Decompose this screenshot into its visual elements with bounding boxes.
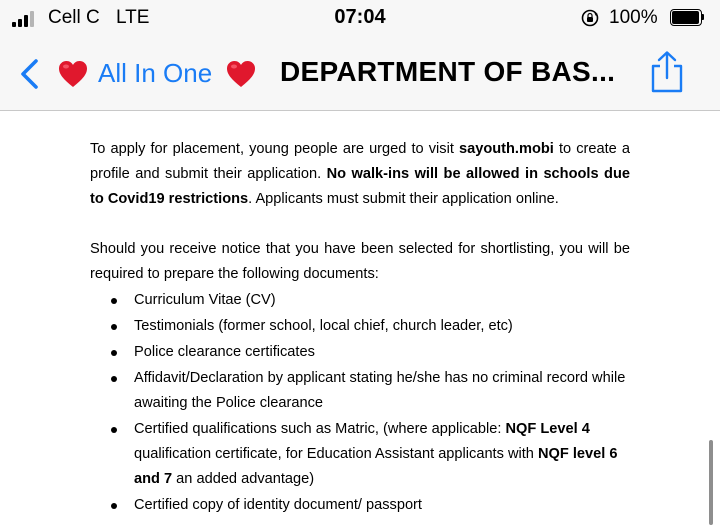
list-item	[90, 340, 630, 365]
rotation-lock-icon	[581, 9, 599, 27]
heart-icon	[226, 60, 256, 88]
bold-text: sayouth.mobi	[458, 141, 554, 157]
page-title: DEPARTMENT OF BAS...	[280, 56, 616, 87]
bullet-icon	[111, 427, 117, 433]
status-bar	[0, 0, 720, 36]
bullet-icon	[111, 376, 117, 382]
list-item	[90, 288, 630, 313]
bold-text: No walk-ins will be allowed in schools due to Covid19 restrictions	[90, 166, 630, 207]
article-body	[90, 137, 630, 518]
back-button-label: All In One	[98, 58, 213, 88]
text-run: . Applicants must submit their application online.	[248, 191, 559, 207]
text-run: Police clearance certificates	[134, 344, 315, 360]
scrollbar[interactable]	[709, 440, 713, 525]
carrier-name: Cell C	[48, 7, 100, 28]
shortlisting-paragraph: Should you receive notice that you have been selected for shortlisting, you will be required to prepare the following documents:	[90, 241, 630, 282]
documents-list	[90, 288, 630, 518]
battery-icon	[670, 9, 704, 26]
text-run: Curriculum Vitae (CV)	[134, 292, 276, 308]
back-button[interactable]	[16, 54, 266, 94]
heart-icon	[58, 60, 88, 88]
list-item	[90, 417, 630, 492]
bold-text: NQF level 6 and 7	[134, 446, 618, 487]
chevron-left-icon	[18, 58, 40, 90]
bold-text: NQF Level 4	[505, 421, 590, 437]
application-paragraph	[90, 137, 630, 212]
battery-percentage: 100%	[609, 7, 658, 28]
bullet-icon	[111, 503, 117, 509]
list-item	[90, 366, 630, 416]
bullet-icon	[111, 298, 117, 304]
navigation-bar	[0, 36, 720, 111]
status-time: 07:04	[334, 6, 386, 28]
bullet-icon	[111, 324, 117, 330]
text-run: qualification certificate, for Education Assistant applicants with	[134, 446, 538, 462]
text-run: To apply for placement, young people are urged to visit	[90, 141, 459, 157]
list-item	[90, 493, 630, 518]
bullet-icon	[111, 350, 117, 356]
text-run: Testimonials (former school, local chief, church leader, etc)	[134, 318, 513, 334]
text-run: to create a profile and submit their application.	[90, 141, 630, 182]
list-item	[90, 314, 630, 339]
text-run: an added advantage)	[172, 471, 315, 487]
share-icon[interactable]	[647, 50, 687, 94]
text-run: Certified qualifications such as Matric, (where applicable:	[134, 421, 506, 437]
text-run: Certified copy of identity document/ passport	[134, 497, 422, 513]
text-run: Affidavit/Declaration by applicant stating he/she has no criminal record while awaiting the Police clearance	[134, 370, 626, 411]
network-type: LTE	[116, 7, 150, 28]
